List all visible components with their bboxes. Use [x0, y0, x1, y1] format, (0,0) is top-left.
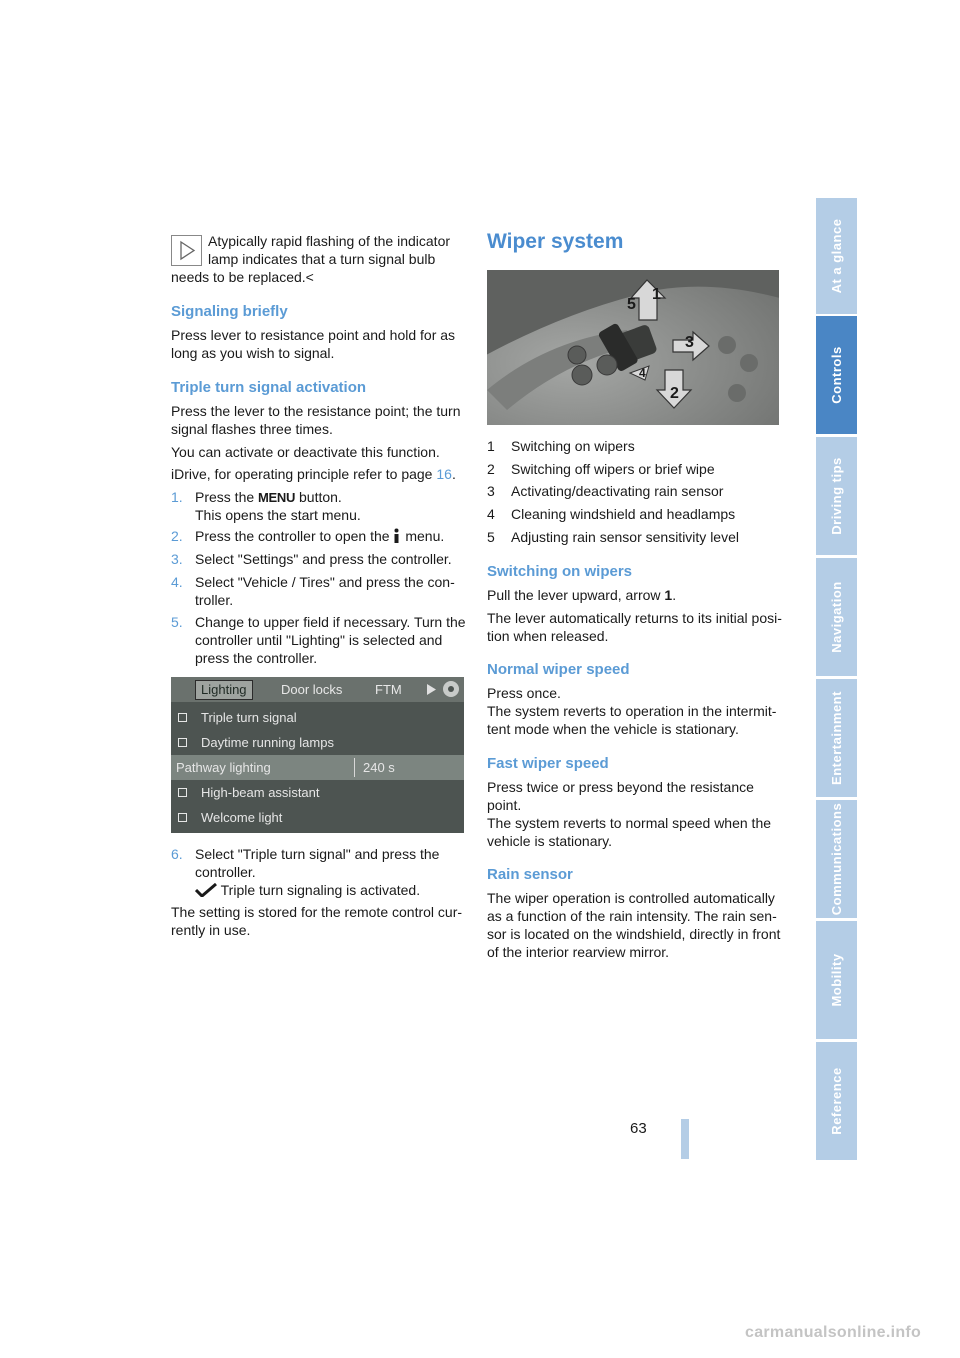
- heading-rain-sensor: Rain sensor: [487, 866, 573, 883]
- fast-line-4: vehicle is stationary.: [487, 833, 613, 849]
- item-text: Switching off wipers or brief wipe: [511, 461, 715, 477]
- step-text: Press the controller to open the: [195, 528, 390, 544]
- idrive-row-welcome-light[interactable]: [171, 805, 464, 830]
- figure-label-3: 3: [685, 334, 694, 351]
- sidebar-tab-controls[interactable]: [816, 316, 857, 434]
- step-1: [171, 488, 461, 524]
- fast-line-1: Press twice or press beyond the resistance: [487, 779, 754, 795]
- info-icon: [393, 528, 401, 547]
- item-text: Adjusting rain sensor sensitivity level: [511, 529, 739, 545]
- triple-p4-line-1: The setting is stored for the remote control cur-: [171, 904, 463, 920]
- item-text: Switching on wipers: [511, 438, 635, 454]
- step-number: 2.: [171, 528, 183, 544]
- signaling-line-1: Press lever to resistance point and hold for as: [171, 327, 456, 343]
- tab-label: Controls: [828, 346, 844, 404]
- heading-normal-wiper-speed: Normal wiper speed: [487, 661, 630, 678]
- wiper-lever-figure: [487, 270, 779, 425]
- rain-line-1: The wiper operation is controlled automatically: [487, 890, 775, 906]
- watermark: carmanualsonline.info: [745, 1324, 922, 1341]
- idrive-row-pathway-lighting[interactable]: [171, 755, 464, 780]
- step-text: troller.: [195, 592, 234, 608]
- note-icon: [171, 235, 202, 266]
- step-text: Select "Vehicle / Tires" and press the con-: [195, 574, 455, 590]
- step-text: press the controller.: [195, 650, 318, 666]
- row-value: 240 s: [363, 760, 395, 775]
- step-number: 4.: [171, 574, 183, 590]
- normal-line-3: tent mode when the vehicle is stationary.: [487, 721, 739, 737]
- checkbox-icon: [178, 713, 187, 722]
- wiper-lever-illustration: [487, 270, 779, 425]
- step-text: Change to upper field if necessary. Turn the: [195, 614, 466, 630]
- step-text: Select "Settings" and press the controller.: [195, 551, 452, 567]
- item-number: 1: [487, 438, 495, 454]
- figure-label-5: 5: [627, 296, 636, 313]
- checkmark-icon: [195, 883, 217, 897]
- sidebar-tab-entertainment[interactable]: [816, 679, 857, 797]
- triple-p1-line-2: signal flashes three times.: [171, 421, 333, 437]
- checkbox-icon: [178, 738, 187, 747]
- tab-label: Communications: [828, 802, 844, 916]
- switching-p1: Pull the lever upward, arrow 1.: [487, 587, 677, 603]
- rain-line-4: of the interior rearview mirror.: [487, 944, 670, 960]
- tab-label: At a glance: [828, 218, 844, 294]
- tab-label: Reference: [828, 1067, 844, 1135]
- sidebar-tab-navigation[interactable]: [816, 558, 857, 676]
- heading-fast-wiper-speed: Fast wiper speed: [487, 755, 609, 772]
- heading-signaling-briefly: Signaling briefly: [171, 303, 288, 320]
- note-line-2: lamp indicates that a turn signal bulb: [208, 251, 436, 267]
- triple-p4-line-2: rently in use.: [171, 922, 251, 938]
- heading-switching-on-wipers: Switching on wipers: [487, 563, 633, 580]
- signaling-line-2: long as you wish to signal.: [171, 345, 335, 361]
- rain-line-2: as a function of the rain intensity. The rain sen-: [487, 908, 777, 924]
- normal-line-1: Press once.: [487, 685, 561, 701]
- step-6: [171, 845, 461, 899]
- step-text: Triple turn signaling is activated.: [220, 882, 421, 898]
- play-arrow-icon: [172, 236, 201, 265]
- row-label: Welcome light: [201, 810, 283, 825]
- sidebar-tab-driving-tips[interactable]: [816, 437, 857, 555]
- checkbox-icon: [178, 813, 187, 822]
- idrive-row-daytime-running-lamps[interactable]: [171, 730, 464, 755]
- item-number: 2: [487, 461, 495, 477]
- idrive-settings-screen: [171, 677, 464, 833]
- idrive-row-high-beam-assistant[interactable]: [171, 780, 464, 805]
- page-number: 63: [630, 1120, 647, 1137]
- row-label: Triple turn signal: [201, 710, 297, 725]
- step-text: Select "Triple turn signal" and press the: [195, 846, 440, 862]
- figure-label-2: 2: [670, 385, 679, 402]
- note-line-1: Atypically rapid flashing of the indicator: [208, 233, 451, 249]
- sidebar-tab-at-a-glance[interactable]: [816, 198, 857, 314]
- controller-icon: [441, 679, 461, 699]
- step-text: This opens the start menu.: [195, 507, 361, 523]
- row-label: Pathway lighting: [176, 760, 271, 775]
- figure-label-4: 4: [639, 366, 646, 380]
- tab-label: Entertainment: [828, 691, 844, 785]
- wiper-item-2: [487, 460, 777, 478]
- normal-line-2: The system reverts to operation in the intermit-: [487, 703, 777, 719]
- wiper-item-3: [487, 482, 777, 500]
- switching-p2-line-2: tion when released.: [487, 628, 609, 644]
- tab-label: Navigation: [828, 581, 844, 653]
- page-link[interactable]: 16: [436, 466, 452, 482]
- triple-p1-line-1: Press the lever to the resistance point; the turn: [171, 403, 461, 419]
- note-line-3: needs to be replaced.<: [171, 269, 314, 285]
- idrive-tab-door-locks[interactable]: Door locks: [281, 682, 343, 697]
- idrive-tab-bar: [171, 677, 464, 702]
- menu-button-icon: MENU: [258, 490, 296, 505]
- fast-line-2: point.: [487, 797, 522, 813]
- switching-p2-line-1: The lever automatically returns to its initial posi-: [487, 610, 782, 626]
- item-text: Cleaning windshield and headlamps: [511, 506, 736, 522]
- wiper-item-5: [487, 528, 777, 546]
- step-text: button.: [299, 489, 342, 505]
- step-number: 1.: [171, 489, 183, 505]
- sidebar-tab-reference[interactable]: [816, 1042, 857, 1160]
- rain-line-3: sor is located on the windshield, directly in front: [487, 926, 781, 942]
- row-label: High-beam assistant: [201, 785, 320, 800]
- figure-label-1: 1: [652, 286, 661, 303]
- sidebar-tab-mobility[interactable]: [816, 921, 857, 1039]
- sidebar-tab-communications[interactable]: [816, 800, 857, 918]
- triple-p3: iDrive, for operating principle refer to page 16.: [171, 466, 456, 482]
- idrive-row-triple-turn-signal[interactable]: [171, 705, 464, 730]
- tab-label: Driving tips: [828, 457, 844, 535]
- tab-label: Mobility: [828, 953, 844, 1007]
- wiper-item-1: [487, 437, 777, 455]
- checkbox-icon: [178, 788, 187, 797]
- step-text: controller until "Lighting" is selected and: [195, 632, 443, 648]
- wiper-item-4: [487, 505, 777, 523]
- step-3: [171, 550, 461, 568]
- step-2: [171, 527, 461, 545]
- row-label: Daytime running lamps: [201, 735, 334, 750]
- step-text: menu.: [405, 528, 445, 544]
- triple-p2: You can activate or deactivate this function.: [171, 444, 440, 460]
- arrow-right-icon: [425, 683, 437, 696]
- idrive-tab-ftm[interactable]: FTM: [375, 682, 402, 697]
- fast-line-3: The system reverts to normal speed when the: [487, 815, 772, 831]
- item-number: 5: [487, 529, 495, 545]
- item-number: 3: [487, 483, 495, 499]
- idrive-tab-lighting[interactable]: Lighting: [195, 680, 253, 700]
- step-5: [171, 613, 466, 667]
- heading-wiper-system: Wiper system: [487, 230, 624, 253]
- step-text: Press the: [195, 489, 255, 505]
- item-text: Activating/deactivating rain sensor: [511, 483, 724, 499]
- item-number: 4: [487, 506, 495, 522]
- step-number: 6.: [171, 846, 183, 862]
- step-4: [171, 573, 461, 609]
- heading-triple-turn: Triple turn signal activation: [171, 379, 367, 396]
- step-number: 5.: [171, 614, 183, 630]
- divider: [354, 758, 355, 777]
- page-number-bar: [681, 1119, 689, 1159]
- step-text: controller.: [195, 864, 256, 880]
- step-number: 3.: [171, 551, 183, 567]
